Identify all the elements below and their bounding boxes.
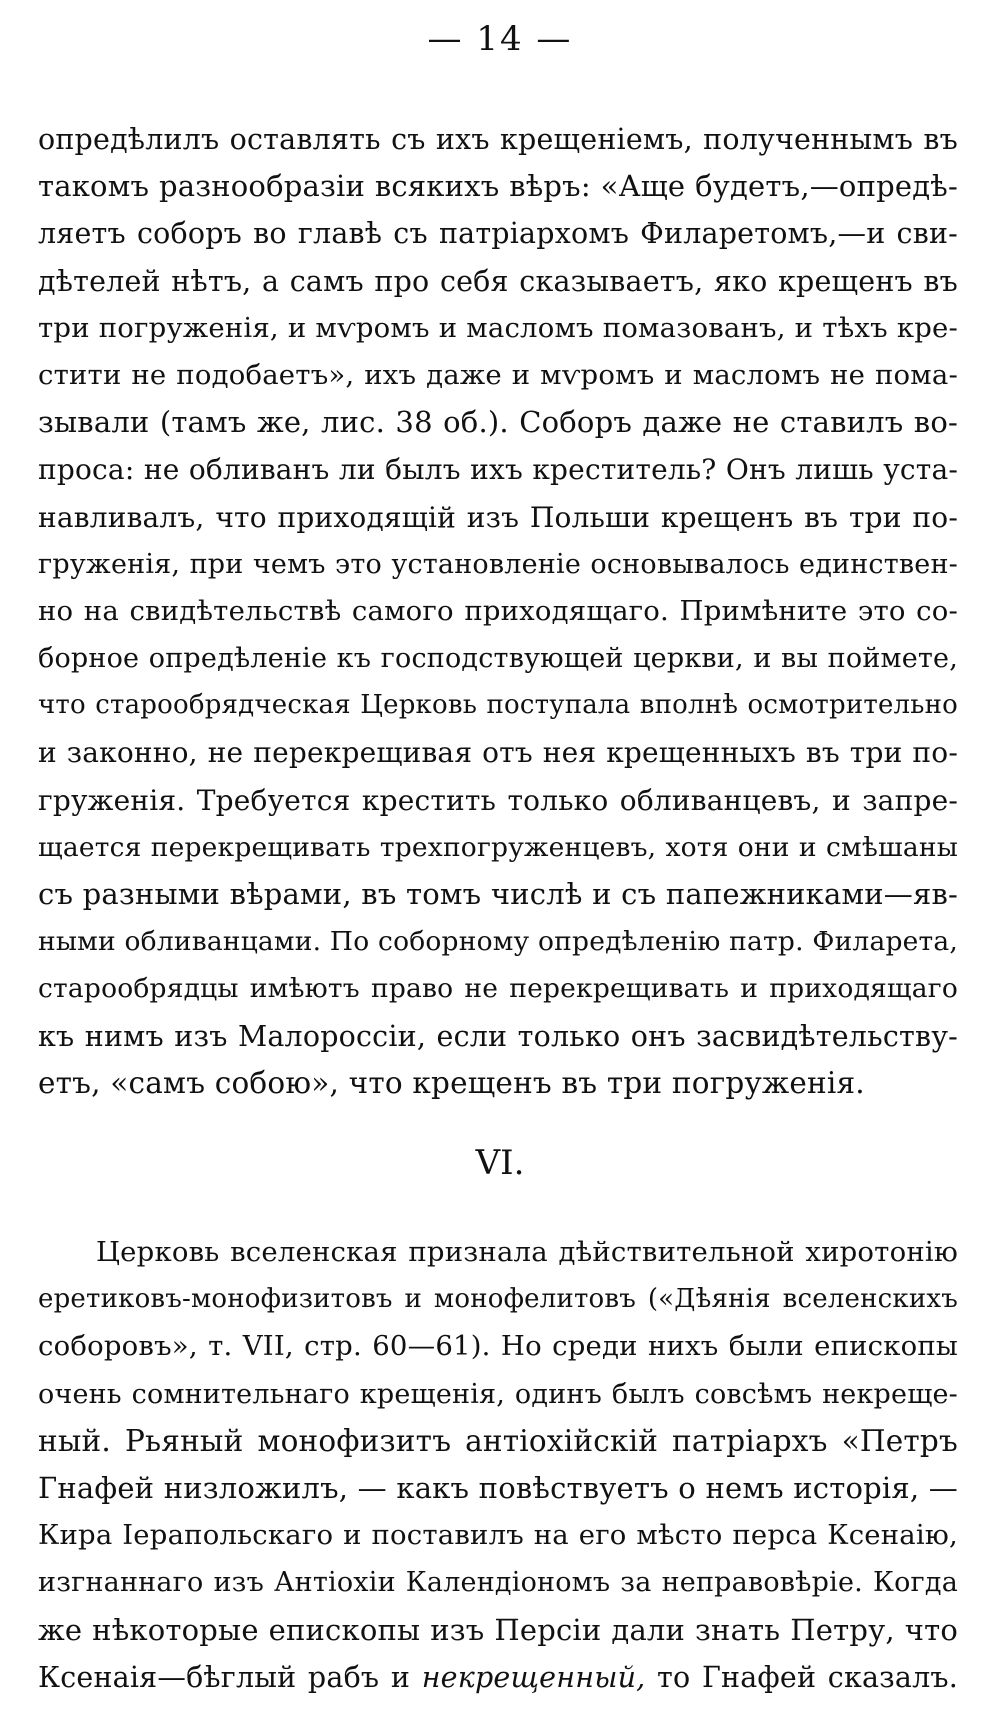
text-line: груженія. Требуется крестить только обливанцевъ, и запре-: [38, 783, 958, 817]
text-line: опредѣлилъ оставлять съ ихъ крещеніемъ, полученнымъ въ: [38, 123, 958, 156]
text-line: Кира Іерапольскаго и поставилъ на его мѣсто перса Ксенаію,: [38, 1519, 958, 1552]
text-line: къ нимъ изъ Малороссіи, если только онъ засвидѣтельству-: [38, 1019, 958, 1053]
text-line: съ разными вѣрами, въ томъ числѣ и съ папежниками—яв-: [38, 877, 958, 911]
text-line: очень сомнительнаго крещенія, одинъ былъ совсѣмъ некреще-: [38, 1378, 958, 1410]
paragraph-1: [38, 116, 958, 1107]
text-line: етъ, «самъ собою», что крещенъ въ три погруженія.: [38, 1065, 865, 1100]
text-line: дѣтелей нѣтъ, а самъ про себя сказываетъ, яко крещенъ въ: [38, 264, 958, 298]
text-segment: Ксенаія—бѣглый рабъ и: [38, 1660, 422, 1694]
italic-emphasis: некрещенный,: [421, 1660, 646, 1694]
text-line: и законно, не перекрещивая отъ нея крещенныхъ въ три по-: [38, 736, 958, 770]
text-line: Церковь вселенская признала дѣйствительной хиротонію: [96, 1236, 958, 1268]
text-line: щается перекрещивать трехпогруженцевъ, хотя они и смѣшаны: [38, 831, 958, 863]
text-line: но на свидѣтельствѣ самого приходящаго. Примѣните это со-: [38, 594, 958, 627]
text-line: зывали (тамъ же, лис. 38 об.). Соборъ даже не ставилъ во-: [38, 405, 958, 440]
text-line: же нѣкоторые епископы изъ Персіи дали знать Петру, что: [38, 1612, 958, 1647]
text-line: старообрядцы имѣютъ право не перекрещивать и приходящаго: [38, 973, 958, 1005]
text-line: проса: не обливанъ ли былъ ихъ креститель? Онъ лишь уста-: [38, 453, 958, 487]
text-line-final: [38, 1654, 958, 1701]
text-line: навливалъ, что приходящій изъ Польши крещенъ въ три по-: [38, 500, 958, 534]
page-number: — 14 —: [427, 19, 573, 59]
text-line: ляетъ соборъ во главѣ съ патріархомъ Филаретомъ,—и сви-: [38, 217, 958, 251]
text-line: стити не подобаетъ», ихъ даже и мѵромъ и масломъ не пома-: [38, 358, 958, 391]
text-line: борное опредѣленіе къ господствующей церкви, и вы поймете,: [38, 643, 958, 675]
section-heading: VI.: [475, 1143, 525, 1183]
text-line: груженія, при чемъ это установленіе основывалось единствен-: [38, 548, 958, 580]
text-line: ный. Рьяный монофизитъ антіохійскій патріархъ «Петръ: [38, 1423, 958, 1458]
text-line: такомъ разнообразіи всякихъ вѣръ: «Аще будетъ,—опредѣ-: [38, 169, 958, 204]
text-line: три погруженія, и мѵромъ и масломъ помазованъ, и тѣхъ кре-: [38, 311, 958, 344]
text-segment: то Гнафей сказалъ.: [645, 1660, 958, 1694]
text-line: что старообрядческая Церковь поступала вполнѣ осмотрительно: [38, 690, 958, 721]
text-line: еретиковъ-монофизитовъ и монофелитовъ («Дѣянія вселенскихъ: [38, 1284, 958, 1315]
text-line: Гнафей низложилъ, — какъ повѣствуетъ о немъ исторія, —: [38, 1470, 958, 1505]
text-line: ными обливанцами. По соборному опредѣленію патр. Филарета,: [38, 926, 958, 958]
text-line: изгнаннаго изъ Антіохіи Календіономъ за неправовѣріе. Когда: [38, 1567, 958, 1599]
text-line: соборовъ», т. VII, стр. 60—61). Но среди нихъ были епископы: [38, 1330, 958, 1363]
paragraph-2: [38, 1229, 958, 1701]
